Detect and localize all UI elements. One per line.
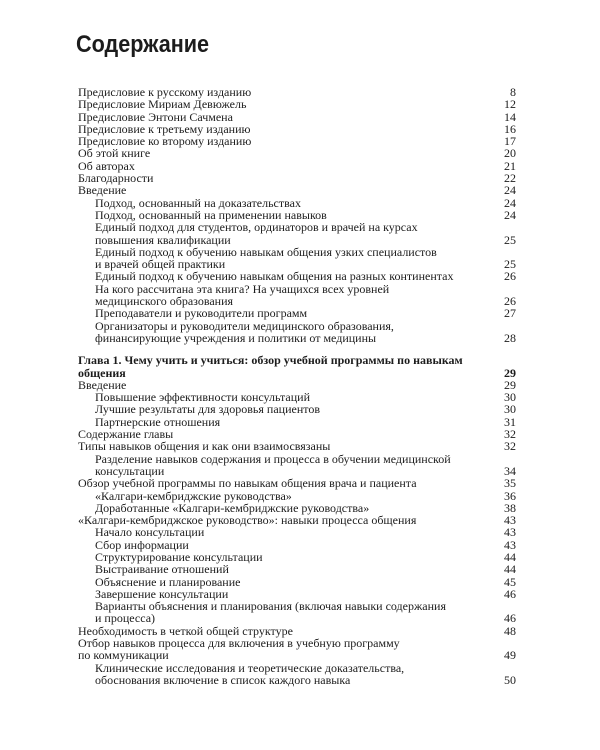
toc-entry-title-line: Об авторах [78,158,135,173]
toc-entry-title-line: Предисловие Мириам Девюжель [78,97,247,112]
toc-entry[interactable] [78,563,516,575]
toc-page-number: 17 [504,134,516,149]
toc-entry-title-line: Введение [78,183,127,198]
toc-page-number: 22 [504,171,516,186]
toc-entry-title-line: Единый подход для студентов, ординаторов и врачей на курсах [95,220,418,235]
toc-entry[interactable] [78,246,516,271]
toc-page-number: 16 [504,121,516,136]
toc-page-number: 29 [504,365,516,380]
toc-entry[interactable] [78,600,516,625]
toc-entry-title-line: Лучшие результаты для здоровья пациентов [95,402,321,417]
toc-page-number: 48 [504,623,516,638]
toc-entry-title-line: повышения квалификации [95,232,231,247]
toc-page-number: 24 [504,207,516,222]
toc-entry[interactable] [78,526,516,538]
toc-entry[interactable] [78,270,516,282]
toc-page-number: 43 [504,513,516,528]
toc-entry-title-line: Содержание главы [78,427,174,442]
toc-entry-title-line: Сбор информации [95,537,189,552]
toc-entry-title-line: Партнерские отношения [95,414,221,429]
toc-entry[interactable] [78,403,516,415]
toc-entry[interactable] [78,637,516,662]
toc-page-number: 29 [504,377,516,392]
toc-entry[interactable] [78,490,516,502]
toc-entry-title-line: Подход, основанный на применении навыков [95,207,327,222]
page-title: Содержание [76,31,210,58]
toc-entry-title-line: Необходимость в четкой общей структуре [78,623,293,638]
toc-entry-title-line: На кого рассчитана эта книга? На учащихся всех уровней [95,281,390,296]
toc-page-number: 28 [504,330,516,345]
toc-entry-title-line: «Калгари-кембриджские руководства» [95,488,292,503]
toc-entry[interactable] [78,283,516,308]
toc-entry-title-line: Выстраивание отношений [95,562,229,577]
toc-entry-title-line: Введение [78,377,127,392]
toc-entry-title-line: Отбор навыков процесса для включения в учебную программу [78,636,400,651]
toc-entry[interactable] [78,477,516,489]
toc-page-number: 20 [504,146,516,161]
toc-entry[interactable] [78,307,516,319]
toc-page-number: 35 [504,476,516,491]
toc-entry[interactable] [78,184,516,196]
toc-page-number: 24 [504,183,516,198]
toc-page-number: 34 [504,463,516,478]
toc-page-number: 44 [504,562,516,577]
toc-entry-title-line: Предисловие к третьему изданию [78,121,251,136]
toc-entry-title-line: Глава 1. Чему учить и учиться: обзор учебной программы по навыкам [78,353,463,368]
toc-entry[interactable] [78,320,516,345]
toc-chapter-entry[interactable] [78,354,516,379]
toc-page-number: 25 [504,232,516,247]
toc-entry-title-line: Разделение навыков содержания и процесса в обучении медицинской [95,451,451,466]
toc-page-number: 46 [504,586,516,601]
toc-page-number: 43 [504,525,516,540]
toc-page-number: 50 [504,672,516,687]
toc-page-number: 46 [504,611,516,626]
toc-entry-title-line: Преподаватели и руководители программ [95,306,308,321]
toc-entry-title-line: финансирующие учреждения и политики от медицины [95,330,377,345]
toc-entry-title-line: и врачей общей практики [95,257,226,272]
toc-entry-title-line: Предисловие к русскому изданию [78,85,252,99]
toc-page-number: 12 [504,97,516,112]
toc-page-number: 24 [504,195,516,210]
toc-entry[interactable] [78,172,516,184]
toc-entry-title-line: Варианты объяснения и планирования (включая навыки содержания [95,599,446,614]
toc-entry[interactable] [78,440,516,452]
toc-page-number: 31 [504,414,516,429]
toc-page-number: 30 [504,390,516,405]
toc-entry-title-line: Объяснение и планирование [95,574,241,589]
toc-entry-title-line: Типы навыков общения и как они взаимосвязаны [78,439,331,454]
toc-page-number: 14 [504,109,516,124]
toc-page-number: 43 [504,537,516,552]
toc-page-number: 26 [504,294,516,309]
toc-page-number: 32 [504,427,516,442]
toc-page-number: 30 [504,402,516,417]
toc-entry-title-line: Завершение консультации [95,586,229,601]
toc-entry-title-line: и процесса) [95,611,156,626]
toc-entry-title-line: общения [78,365,126,380]
toc-entry[interactable] [78,98,516,110]
toc-entry[interactable] [78,147,516,159]
toc-entry-title-line: медицинского образования [95,294,234,309]
toc-page-number: 8 [510,85,516,99]
toc-entry[interactable] [78,662,516,687]
toc-entry-title-line: Об этой книге [78,146,151,161]
toc-entry-title-line: Предисловие ко второму изданию [78,134,252,149]
toc-entry-title-line: Доработанные «Калгари-кембриджские руководства» [95,500,370,515]
toc-entry[interactable] [78,453,516,478]
toc-page-number: 27 [504,306,516,321]
toc-entry-title-line: Структурирование консультации [95,549,263,564]
toc-entry-title-line: Повышение эффективности консультаций [95,390,311,405]
toc-entry-title-line: Клинические исследования и теоретические доказательства, [95,660,405,675]
table-of-contents [78,86,516,686]
toc-page-number: 49 [504,648,516,663]
toc-entry-title-line: Единый подход к обучению навыкам общения на разных континентах [95,269,454,284]
toc-entry-title-line: Единый подход к обучению навыкам общения узких специалистов [95,244,437,259]
toc-page-number: 44 [504,549,516,564]
toc-page-number: 36 [504,488,516,503]
toc-page-number: 25 [504,257,516,272]
toc-page-number: 26 [504,269,516,284]
toc-entry-title-line: Обзор учебной программы по навыкам общения врача и пациента [78,476,417,491]
toc-entry[interactable] [78,221,516,246]
toc-page-number: 45 [504,574,516,589]
toc-entry-title-line: «Калгари-кембриджское руководство»: навыки процесса общения [78,513,417,528]
toc-page-number: 32 [504,439,516,454]
toc-entry-title-line: консультации [95,463,165,478]
toc-page-number: 21 [504,158,516,173]
toc-page-number: 38 [504,500,516,515]
toc-entry-title-line: обоснования включение в список каждого навыка [95,672,351,687]
toc-entry-title-line: Начало консультации [95,525,205,540]
toc-entry-title-line: Предисловие Энтони Сачмена [78,109,233,124]
toc-entry-title-line: Организаторы и руководители медицинского образования, [95,318,394,333]
toc-entry-title-line: по коммуникации [78,648,169,663]
toc-entry-title-line: Подход, основанный на доказательствах [95,195,301,210]
toc-entry-title-line: Благодарности [78,171,154,186]
